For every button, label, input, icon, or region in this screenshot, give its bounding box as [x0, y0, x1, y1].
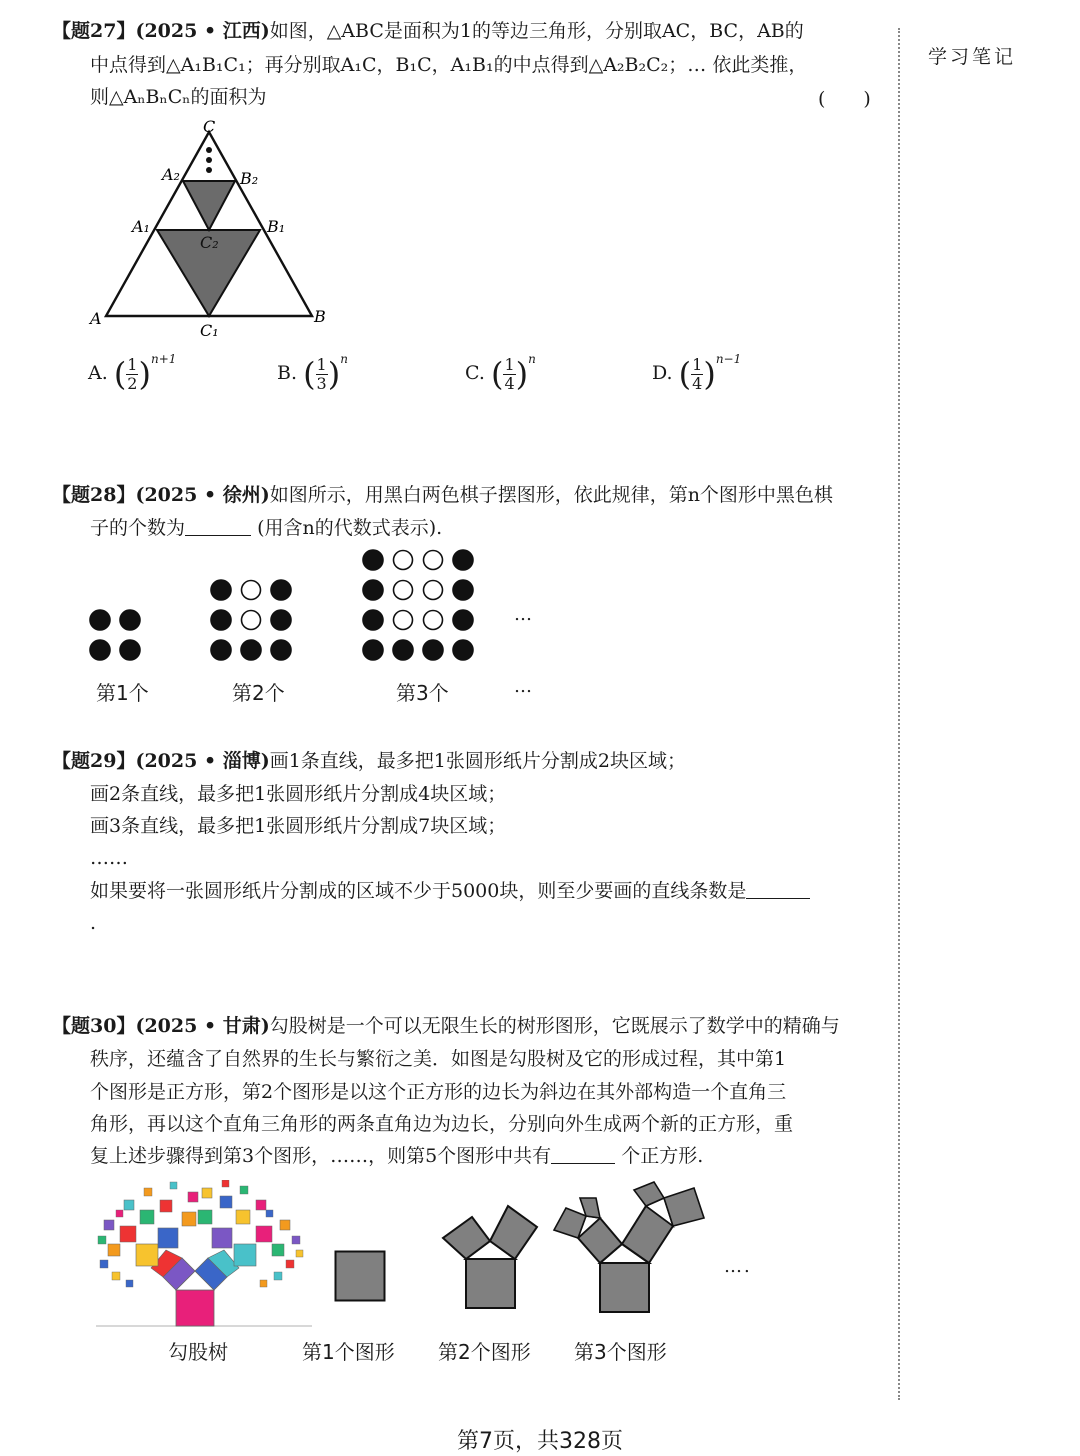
q28-line1 [52, 482, 833, 508]
q30-text-5b: 个正方形. [621, 1145, 704, 1167]
label-b: B [314, 307, 326, 326]
option-numerator: 1 [127, 354, 138, 374]
q27-option-c[interactable]: C. ( $\frac{1}{4}$ )$^n$ [465, 352, 536, 393]
q30-line1 [52, 1013, 840, 1039]
q30-caption-2: 第2个图形 [438, 1340, 531, 1364]
q30-text-3: 个图形是正方形，第2个图形是以这个正方形的边长为斜边在其外部构造一个直角三 [90, 1081, 787, 1103]
q30-text-1: 勾股树是一个可以无限生长的树形图形，它既展示了数学中的精确与 [269, 1015, 840, 1037]
q29-text-4: …… [90, 847, 128, 869]
q30-number: 【题30】 [52, 1015, 136, 1037]
q28-ellipsis-bottom: … [514, 676, 534, 697]
q29-text-3: 画3条直线，最多把1张圆形纸片分割成7块区域； [90, 815, 507, 837]
label-a2: A₂ [162, 165, 180, 184]
q27-triangle-figure [80, 112, 340, 344]
q27-option-b[interactable]: B. ( $\frac{1}{3}$ )$^n$ [277, 352, 348, 393]
q27-text-2: 中点得到△A₁B₁C₁；再分别取A₁C，B₁C，A₁B₁的中点得到△A₂B₂C₂；… 依此类推， [90, 54, 808, 76]
option-denominator: 4 [504, 373, 515, 393]
q30-text-5a: 复上述步骤得到第3个图形，……，则第5个图形中共有 [90, 1145, 552, 1167]
q29-answer-blank[interactable] [746, 880, 810, 899]
q27-line1 [52, 18, 804, 44]
q30-ellipsis: …. [724, 1256, 752, 1277]
q28-text-2a: 子的个数为 [90, 517, 186, 539]
q29-line1 [52, 748, 686, 774]
option-exponent: n [340, 352, 348, 366]
page-number: 第7页，共328页 [457, 1429, 623, 1454]
label-a1: A₁ [132, 217, 150, 236]
label-c2: C₂ [200, 233, 219, 252]
label-c: C [203, 117, 216, 136]
q28-number: 【题28】 [52, 484, 136, 506]
q27-text-3: 则△AₙBₙCₙ的面积为 [90, 86, 267, 108]
q30-source: (2025 • 甘肃) [135, 1015, 270, 1037]
q29-number: 【题29】 [52, 750, 136, 772]
q29-text-5: 如果要将一张圆形纸片分割成的区域不少于5000块，则至少要画的直线条数是 [90, 880, 747, 902]
q27-answer-paren: ( ) [818, 88, 871, 110]
q28-line2 [90, 515, 442, 541]
option-denominator: 4 [692, 373, 703, 393]
label-b1: B₁ [267, 217, 286, 236]
q30-line5 [90, 1143, 703, 1169]
q28-caption-3: 第3个 [396, 681, 449, 705]
q30-figure-2 [438, 1196, 542, 1312]
study-notes-label: 学习笔记 [928, 46, 1017, 68]
q28-ellipsis-top: … [514, 604, 534, 625]
option-exponent: n [528, 352, 536, 366]
q28-answer-blank[interactable] [185, 517, 251, 536]
ellipsis-dot [206, 167, 212, 173]
q30-caption-tree: 勾股树 [168, 1340, 228, 1364]
q28-caption-2: 第2个 [232, 681, 285, 705]
margin-divider [898, 28, 900, 1400]
option-numerator: 1 [692, 354, 703, 374]
q28-source: (2025 • 徐州) [135, 484, 270, 506]
q28-caption-1: 第1个 [96, 681, 149, 705]
option-exponent: n+1 [150, 352, 177, 366]
label-c1: C₁ [200, 321, 219, 340]
option-letter: A. [88, 362, 108, 384]
option-letter: B. [277, 362, 298, 384]
q27-option-a[interactable]: A. ( $\frac{1}{2}$ )$^{n+1}$ [88, 352, 177, 393]
option-numerator: 1 [316, 354, 327, 374]
label-a: A [90, 309, 102, 328]
q29-line5 [90, 878, 810, 904]
q29-text-2: 画2条直线，最多把1张圆形纸片分割成4块区域； [90, 783, 507, 805]
option-numerator: 1 [504, 354, 515, 374]
q30-caption-3: 第3个图形 [574, 1340, 667, 1364]
q27-source: (2025 • 江西) [135, 20, 270, 42]
option-denominator: 2 [127, 373, 138, 393]
ellipsis-dot [206, 147, 212, 153]
q29-text-1: 画1条直线，最多把1张圆形纸片分割成2块区域； [269, 750, 686, 772]
option-letter: C. [465, 362, 485, 384]
q30-text-2: 秩序，还蕴含了自然界的生长与繁衍之美．如图是勾股树及它的形成过程，其中第1 [90, 1048, 787, 1070]
option-letter: D. [652, 362, 673, 384]
q28-pieces-figure [84, 544, 484, 666]
option-exponent: n−1 [715, 352, 742, 366]
q27-number: 【题27】 [52, 20, 136, 42]
label-b2: B₂ [240, 169, 259, 188]
ellipsis-dot [206, 157, 212, 163]
pythagoras-tree-picture [96, 1180, 316, 1328]
q30-text-4: 角形，再以这个直角三角形的两条直角边为边长，分别向外生成两个新的正方形，重 [90, 1113, 794, 1135]
q27-option-d[interactable]: D. ( $\frac{1}{4}$ )$^{n-1}$ [652, 352, 742, 393]
q27-text-1: 如图，△ABC是面积为1的等边三角形，分别取AC，BC，AB的 [269, 20, 804, 42]
q28-text-2b: (用含n的代数式表示). [257, 517, 443, 539]
q28-text-1: 如图所示，用黑白两色棋子摆图形，依此规律，第n个图形中黑色棋 [269, 484, 833, 506]
option-denominator: 3 [316, 373, 327, 393]
q30-answer-blank[interactable] [551, 1145, 615, 1164]
q29-text-6: . [90, 912, 97, 934]
q29-source: (2025 • 淄博) [135, 750, 270, 772]
q30-figure-3 [548, 1178, 708, 1316]
q30-figure-1 [334, 1250, 388, 1304]
q30-caption-1: 第1个图形 [302, 1340, 395, 1364]
